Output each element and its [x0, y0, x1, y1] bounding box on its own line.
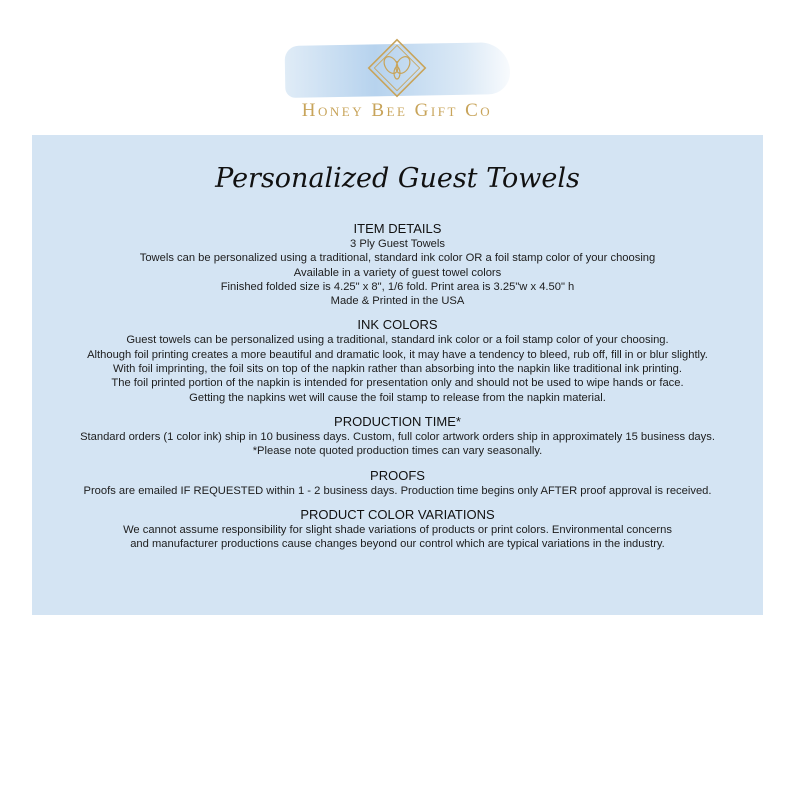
section-ink-colors	[32, 317, 763, 404]
section-text-line: With foil imprinting, the foil sits on top of the napkin rather than absorbing into the napkin like traditional ink printing.	[112, 363, 683, 376]
section-text-line: *Please note quoted production times can vary seasonally.	[252, 445, 543, 458]
section-heading: INK COLORS	[357, 317, 438, 333]
bee-diamond-icon	[362, 33, 432, 103]
sections	[32, 221, 763, 560]
section-heading: PRODUCTION TIME*	[334, 413, 461, 429]
section-heading: PRODUCT COLOR VARIATIONS	[300, 506, 495, 522]
section-text-line: Proofs are emailed IF REQUESTED within 1 - 2 business days. Production time begins only AFTER proof approval is received.	[83, 484, 712, 497]
page-title: Personalized Guest Towels	[215, 163, 580, 194]
section-text-line: Towels can be personalized using a traditional, standard ink color OR a foil stamp color of your choosing	[139, 252, 656, 265]
brand-name: Honey Bee Gift Co	[301, 100, 493, 121]
section-text-line: The foil printed portion of the napkin is intended for presentation only and should not be used to wipe hands or face.	[111, 377, 684, 390]
section-item-details	[32, 221, 763, 308]
section-text-line: Standard orders (1 color ink) ship in 10 business days. Custom, full color artwork orders ship in approximately 15 business days.	[80, 430, 715, 443]
section-production-time	[32, 414, 763, 459]
section-text-line: Getting the napkins wet will cause the foil stamp to release from the napkin material.	[189, 391, 606, 404]
section-text-line: 3 Ply Guest Towels	[350, 238, 445, 250]
section-text-line: Although foil printing creates a more beautiful and dramatic look, it may have a tendency to bleed, rub off, fill in or blur slightly.	[87, 348, 708, 361]
section-text-line: Made & Printed in the USA	[330, 295, 465, 308]
section-proofs	[32, 468, 763, 498]
section-text-line: We cannot assume responsibility for slight shade variations of products or print colors. Environmental concerns	[123, 523, 672, 536]
section-text-line: Guest towels can be personalized using a traditional, standard ink color or a foil stamp color of your choosing.	[126, 334, 669, 347]
section-text-line: Available in a variety of guest towel colors	[293, 266, 502, 279]
logo	[0, 0, 794, 135]
section-heading: ITEM DETAILS	[353, 221, 442, 236]
section-heading: PROOFS	[370, 467, 425, 483]
section-product-color-variations	[32, 507, 763, 552]
section-text-line: and manufacturer productions cause changes beyond our control which are typical variations in the industry.	[130, 538, 665, 551]
info-panel	[32, 135, 763, 615]
section-text-line: Finished folded size is 4.25" x 8", 1/6 fold. Print area is 3.25"w x 4.50" h	[220, 280, 575, 293]
